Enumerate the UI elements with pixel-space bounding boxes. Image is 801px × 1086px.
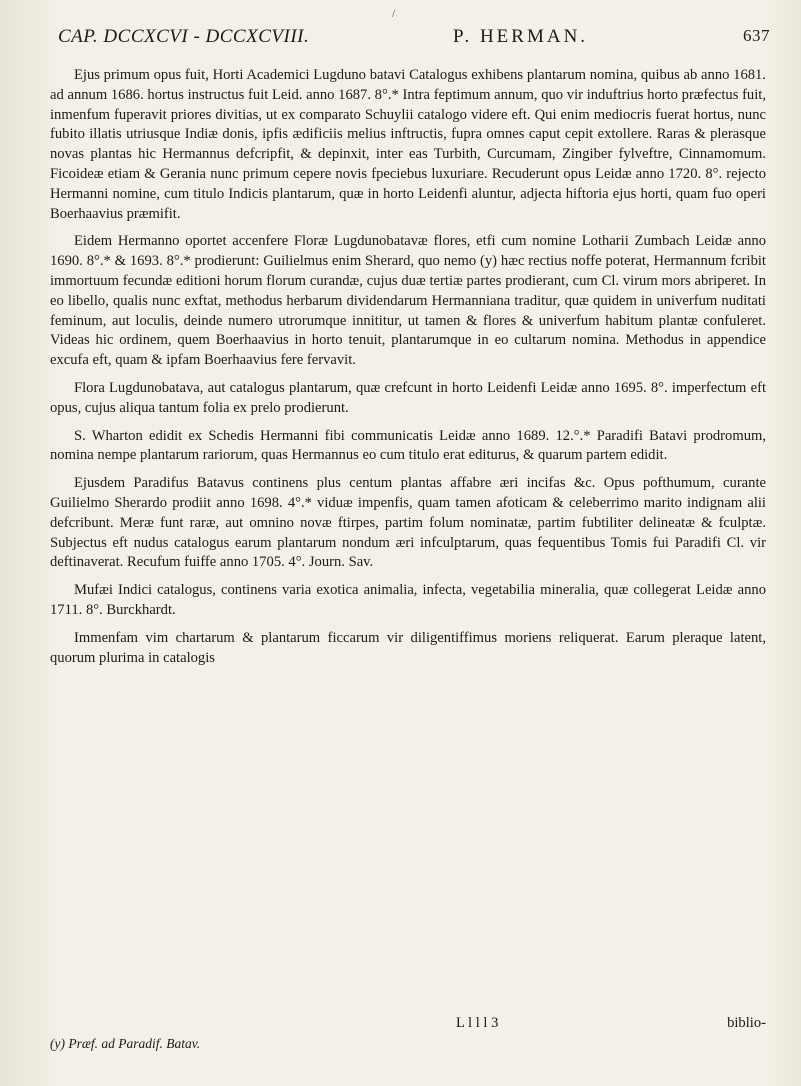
paragraph-flora-lugdunobatava: Flora Lugdunobatava, aut catalogus plantarum, quæ crefcunt in horto Leidenfi Leidæ anno 1695. 8°. imperfectum eft opus, cujus aliqua tantum folia ex prelo prodierunt. bbox=[50, 379, 766, 416]
paragraph-paradisus-batavus: Ejusdem Paradifus Batavus continens plus centum plantas affabre æri incifas &c. Opus pofthumum, curante Guilielmo Sherardo prodiit anno 1698. 4°.* viduæ impenfis, quam tamen afoticam & celeberrimo marito indignam alii defcribunt. Meræ funt raræ, aut omnino novæ ftirpes, partim folum nominatæ, partim fubtiliter delineatæ & fculptæ. Subjectus eft nudus catalogus earum plantarum nondum æri infculptarum, quas fequentibus Tomis fui Paradifi Cl. vir deftinaverat. Recufum fuiffe anno 1705. 4°. Journ. Sav. bbox=[50, 475, 766, 571]
running-header bbox=[58, 26, 770, 56]
top-mark: / bbox=[392, 6, 396, 20]
page-number: 637 bbox=[743, 26, 770, 45]
paragraph-musaei-indici: Mufæi Indici catalogus, continens varia exotica animalia, infecta, vegetabilia mineralia, quæ collegerat Leidæ anno 1711. 8°. Burckhardt. bbox=[50, 582, 766, 618]
signature-line bbox=[50, 1015, 766, 1035]
header-author: P. HERMAN. bbox=[453, 26, 589, 47]
footnote: (y) Præf. ad Paradif. Batav. bbox=[50, 1036, 201, 1051]
catchword: biblio- bbox=[727, 1015, 766, 1031]
paragraph-paradisi-prodromus: S. Wharton edidit ex Schedis Hermanni fibi communicatis Leidæ anno 1689. 12.°.* Paradifi Batavi prodromum, nomina nempe plantarum rariorum, quas Hermannus eo cum titulo erat editurus, & quarum partem edidit. bbox=[50, 427, 766, 464]
signature-mark: L l l l 3 bbox=[456, 1015, 499, 1031]
header-chapter: CAP. DCCXCVI - DCCXCVIII. bbox=[58, 26, 310, 47]
body-text bbox=[50, 66, 766, 668]
paragraph-horti-catalogus: Ejus primum opus fuit, Horti Academici Lugduno batavi Catalogus exhibens plantarum nomina, quibus ab anno 1681. ad annum 1686. hortus instructus fuit Leid. anno 1687. 8°.* Intra feptimum annum, quo vir induftrius horto præfectus fuit, inmenfum fuperavit priores divitias, ut ex comparato Schuylii catalogo videre eft. Qui enim mediocris fuerat hortus, nunc fubito illatis utriusque Indiæ donis, ipfis ædificiis melius inftructis, fupra omnes caput cepit extollere. Raras & plerasque novas plantas hic Hermannus defcripfit, & depinxit, inter eas Turbith, Curcumam, Zingiber fylveftre, Cinnamomum. Ficoideæ etiam & Gerania nunc primum cepere novis fpeciebus luxuriare. Recuderunt opus Leidæ anno 1720. 8°. rejecto Hermanni nomine, cum titulo Indicis plantarum, quæ in horto Leidenfi aluntur, adjecta hiftoria ejus horti, quam fuo operi Boerhaavius præmifit. bbox=[50, 67, 766, 222]
paragraph-chartarum: Immenfam vim chartarum & plantarum ficcarum vir diligentiffimus moriens reliquerat. Earum pleraque latent, quorum plurima in catalogis bbox=[50, 629, 766, 666]
paragraph-flora-lugdunobatava-flores: Eidem Hermanno oportet accenfere Floræ Lugdunobatavæ flores, etfi cum nomine Lotharii Zumbach Leidæ anno 1690. 8°.* & 1693. 8°.* prodierunt: Guilielmus enim Sherard, quo nemo (y) hæc rectius noffe poterat, Hermannum fcribit immortuum fecundæ editioni horum florum curandæ, cujus duæ tertiæ partes prodierant, cum Cl. virum mors abriperet. In eo libello, qualis nunc exftat, methodus herbarum dividendarum Hermanniana traditur, quæ quidem in univerfum nuditati feminum, aut loculis, deinde numero utrorumque innititur, ut tamen & flores & univerfum habitum plantæ confuleret. Videas hic ordinem, quem Boerhaavius in horto tenuit, plantarumque in eo cultarum nomina. Methodus in appendice excufa eft, quam & ipfam Boerhaavius fere fervavit. bbox=[50, 233, 766, 369]
